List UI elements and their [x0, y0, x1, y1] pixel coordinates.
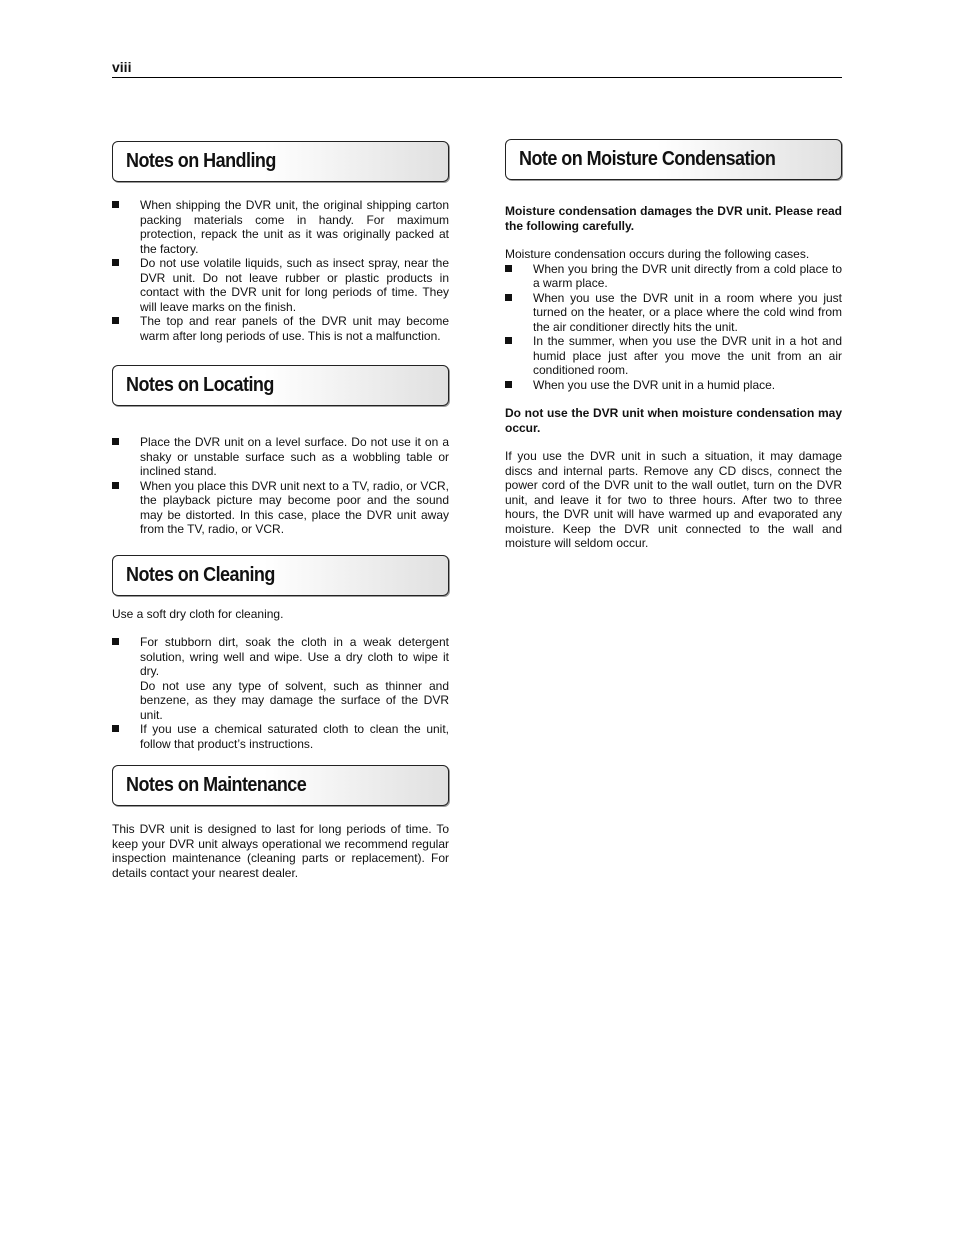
header-rule — [112, 77, 842, 78]
bullet-icon — [112, 438, 119, 445]
list-item: Place the DVR unit on a level surface. Do not use it on a shaky or unstable surface such as a wobbling table or inclined stand. — [112, 435, 449, 479]
moisture-warning-2: Do not use the DVR unit when moisture condensation may occur. — [505, 406, 842, 435]
bullet-icon — [112, 317, 119, 324]
list-item: If you use a chemical saturated cloth to clean the unit, follow that product’s instructions. — [112, 722, 449, 751]
right-column — [505, 139, 842, 551]
bullet-icon — [112, 482, 119, 489]
bullet-icon — [505, 337, 512, 344]
list-item: For stubborn dirt, soak the cloth in a weak detergent solution, wring well and wipe. Use a dry cloth to wipe it dry. Do not use any type of solvent, such as thinner and benzene, as they may damage the surface of the DVR unit. — [112, 635, 449, 722]
handling-list — [112, 198, 449, 343]
moisture-text: If you use the DVR unit in such a situation, it may damage discs and internal parts. Remove any CD discs, connect the power cord of the DVR unit to the wall outlet, turn on the DVR unit, and leave it for two to three hours. After two to three hours, the DVR unit will have warmed up and evaporated any moisture. Keep the DVR unit connected to the wall and moisture will seldom occur. — [505, 449, 842, 550]
list-item: When you bring the DVR unit directly from a cold place to a warm place. — [505, 262, 842, 291]
cleaning-heading — [112, 555, 449, 596]
moisture-intro: Moisture condensation occurs during the following cases. — [505, 247, 810, 261]
bullet-icon — [505, 381, 512, 388]
locating-list — [112, 435, 449, 537]
maintenance-heading — [112, 765, 449, 806]
cleaning-intro: Use a soft dry cloth for cleaning. — [112, 606, 284, 621]
cleaning-list — [112, 635, 449, 751]
locating-heading — [112, 365, 449, 406]
list-item: Do not use volatile liquids, such as insect spray, near the DVR unit. Do not leave rubber or plastic products in contact with the DVR unit for long periods of time. They will leave marks on the finish. — [112, 256, 449, 314]
bullet-icon — [112, 201, 119, 208]
moisture-list — [505, 262, 842, 393]
moisture-warning: Moisture condensation damages the DVR unit. Please read the following carefully. — [505, 204, 842, 233]
list-item: The top and rear panels of the DVR unit may become warm after long periods of use. This is not a malfunction. — [112, 314, 449, 343]
bullet-icon — [505, 294, 512, 301]
locating-title: Notes on Locating — [126, 374, 274, 396]
bullet-icon — [112, 259, 119, 266]
handling-title: Notes on Handling — [126, 150, 276, 172]
page-number: viii — [112, 59, 132, 75]
left-column — [112, 141, 449, 880]
list-item: When you use the DVR unit in a room where you just turned on the heater, or a place where the cold wind from the air conditioner directly hits the unit. — [505, 291, 842, 335]
list-item: When you use the DVR unit in a humid place. — [505, 378, 842, 393]
maintenance-text: This DVR unit is designed to last for long periods of time. To keep your DVR unit always operational we recommend regular inspection maintenance (cleaning parts or replacement). For details contact your nearest dealer. — [112, 822, 449, 880]
handling-heading — [112, 141, 449, 182]
list-item: In the summer, when you use the DVR unit in a hot and humid place just after you move the unit from an air conditioned room. — [505, 334, 842, 378]
cleaning-title: Notes on Cleaning — [126, 563, 275, 586]
list-item: When shipping the DVR unit, the original shipping carton packing materials come in handy. For maximum protection, repack the unit as it was originally packed at the factory. — [112, 198, 449, 256]
bullet-icon — [112, 638, 119, 645]
maintenance-title: Notes on Maintenance — [126, 774, 307, 796]
list-item: When you place this DVR unit next to a TV, radio, or VCR, the playback picture may become poor and the sound may be distorted. In this case, place the DVR unit away from the TV, radio, or VCR. — [112, 479, 449, 537]
bullet-icon — [112, 725, 119, 732]
moisture-title: Note on Moisture Condensation — [519, 148, 776, 170]
bullet-icon — [505, 265, 512, 272]
moisture-heading — [505, 139, 842, 180]
